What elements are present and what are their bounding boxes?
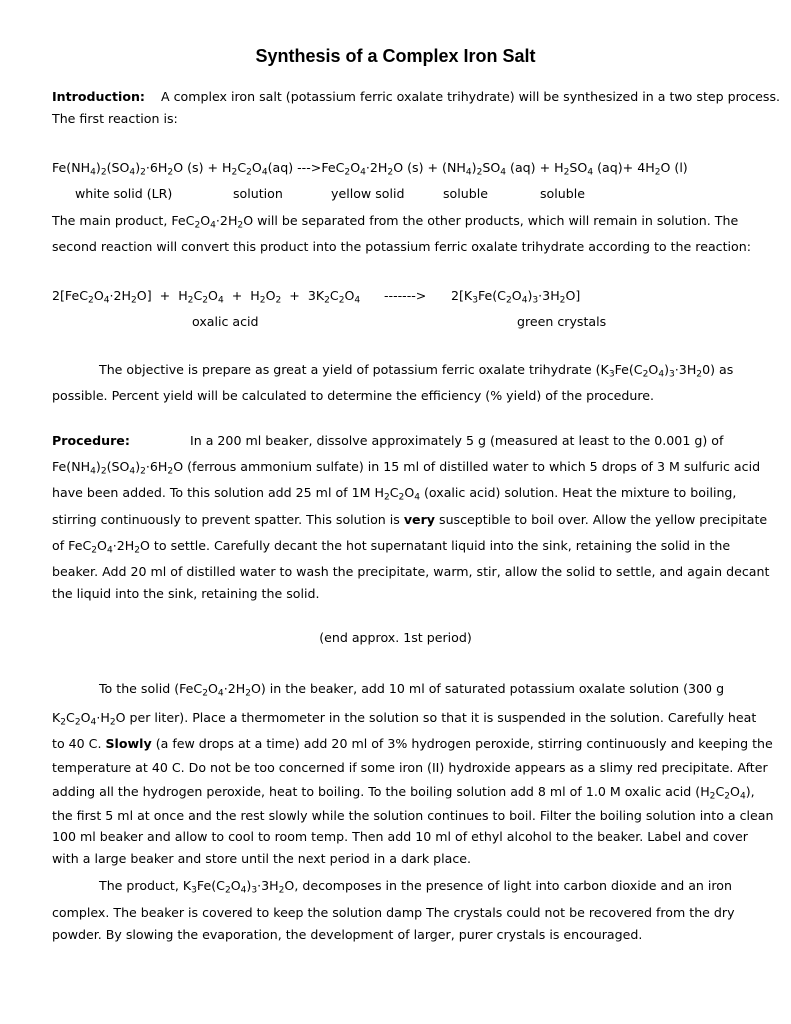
reaction-1-label: white solid (LR) <box>75 186 173 201</box>
procedure-line: stirring continuously to prevent spatter. This solution is very susceptible to boil over. Allow the yellow precipitate <box>52 512 768 527</box>
reaction-1-label: soluble <box>443 186 488 201</box>
procedure-line: beaker. Add 20 ml of distilled water to wash the precipitate, warm, stir, allow the solid to settle, and again decant <box>52 564 770 579</box>
reaction-1-equation: $Fe(NH_4)_2(SO_4)_2\cdot 6H_2O$ $(s) + H_2C_2O_4(aq)$ $--->FeC_2O_4\cdot 2H_2O$ $(s) + (NH_4)_2SO_4$ $(aq) + H_2SO_4$ $(aq)+ 4H_2O$ (l) <box>52 160 688 178</box>
part2-line: the first 5 ml at once and the rest slowly while the solution continues to boil. Filter the boiling solution into a clean <box>52 808 774 823</box>
reaction-2-product: $2[K_3Fe(C_2O_4)_3\cdot 3H_2O]$ <box>451 288 581 306</box>
reaction-2-reactants: $2[FeC_2O_4\cdot 2H_2O] + H_2C_2O_4 + H_2O_2 + 3K_2C_2O_4$ <box>52 288 361 306</box>
part2-line: to 40 C. Slowly (a few drops at a time) add 20 ml of 3% hydrogen peroxide, stirring continuously and keeping the <box>52 736 773 751</box>
part3-line: The product, $K_3Fe(C_2O_4)_3\cdot 3H_2O$, decomposes in the presence of light into carbon dioxide and an iron <box>99 878 732 896</box>
procedure-line: of $FeC_2O_4\cdot 2H_2O$ to settle. Carefully decant the hot supernatant liquid into the sink, retaining the solid in the <box>52 538 731 556</box>
intro-line-2: The first reaction is: <box>52 111 178 126</box>
part3-line: complex. The beaker is covered to keep the solution damp The crystals could not be recovered from the dry <box>52 905 735 920</box>
reaction-2-label-green: green crystals <box>517 314 607 329</box>
procedure-line: In a 200 ml beaker, dissolve approximately 5 g (measured at least to the 0.001 g) of <box>190 433 724 448</box>
reaction-1-label: yellow solid <box>331 186 405 201</box>
part2-line: with a large beaker and store until the next period in a dark place. <box>52 851 472 866</box>
procedure-line: $Fe(NH_4)_2(SO_4)_2\cdot 6H_2O$ (ferrous ammonium sulfate) in 15 ml of distilled water to which 5 drops of 3 M sulfuric acid <box>52 459 761 477</box>
objective-line-2: possible. Percent yield will be calculated to determine the efficiency (% yield) of the procedure. <box>52 388 655 403</box>
reaction-2-label-oxalic: oxalic acid <box>192 314 259 329</box>
page-title: Synthesis of a Complex Iron Salt <box>255 46 536 66</box>
procedure-line: the liquid into the sink, retaining the solid. <box>52 586 320 601</box>
part3-line: powder. By slowing the evaporation, the development of larger, purer crystals is encouraged. <box>52 927 643 942</box>
main-product-line-1: The main product, $FeC_2O_4\cdot 2H_2O$ will be separated from the other products, which will remain in solution. The <box>52 213 739 231</box>
part2-line: adding all the hydrogen peroxide, heat to boiling. To the boiling solution add 8 ml of 1.0 M oxalic acid $(H_2C_2O_4)$, <box>52 784 755 802</box>
intro-line-1 <box>52 89 780 105</box>
end-period-note: (end approx. 1st period) <box>319 630 472 645</box>
reaction-1-label: solution <box>233 186 283 201</box>
intro-label: Introduction: <box>52 89 145 104</box>
main-product-line-2: second reaction will convert this product into the potassium ferric oxalate trihydrate according to the reaction: <box>52 239 751 254</box>
objective-line-1: The objective is prepare as great a yield of potassium ferric oxalate trihydrate $(K_3Fe(C_2O_4)_3\cdot 3H_20)$ as <box>99 362 734 380</box>
part2-line: temperature at 40 C. Do not be too concerned if some iron (II) hydroxide appears as a slimy red precipitate. After <box>52 760 768 775</box>
procedure-label <box>52 433 130 449</box>
procedure-line: have been added. To this solution add 25 ml of 1M $H_2C_2O_4$ (oxalic acid) solution. Heat the mixture to boiling, <box>52 485 737 503</box>
procedure-label-text: Procedure: <box>52 433 130 448</box>
intro-text: A complex iron salt (potassium ferric oxalate trihydrate) will be synthesized in a two step process. <box>161 89 781 104</box>
part2-line: To the solid $(FeC_2O_4\cdot 2H_2O)$ in the beaker, add 10 ml of saturated potassium oxalate solution (300 g <box>99 681 725 699</box>
part2-line: $K_2C_2O_4\cdot H_2O$ per liter). Place a thermometer in the solution so that it is suspended in the solution. Carefully heat <box>52 710 757 728</box>
reaction-1-label: soluble <box>540 186 585 201</box>
reaction-2-arrow: -------> <box>384 288 427 303</box>
part2-line: 100 ml beaker and allow to cool to room temp. Then add 10 ml of ethyl alcohol to the beaker. Label and cover <box>52 829 748 844</box>
